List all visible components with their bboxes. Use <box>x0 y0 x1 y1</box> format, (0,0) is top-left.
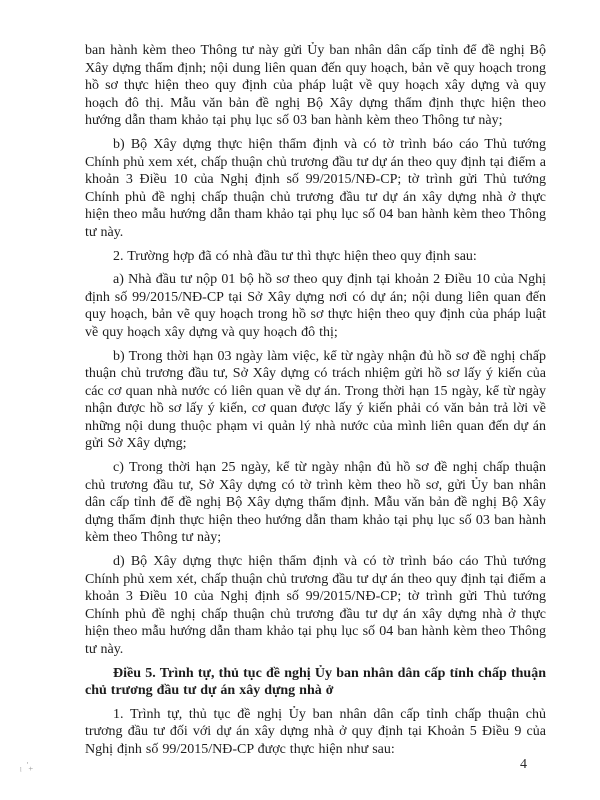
paragraph-point-c-clause2: c) Trong thời hạn 25 ngày, kể từ ngày nhận đủ hồ sơ đề nghị chấp thuận chủ trương đầu tư, Sở Xây dựng có tờ trình kèm theo hồ sơ, gửi Ủy ban nhân dân cấp tỉnh để đề nghị Bộ Xây dựng thẩm định. Mẫu văn bản đề nghị Bộ Xây dựng thẩm định thực hiện theo hướng dẫn tham khảo tại phụ lục số 03 ban hành kèm theo Thông tư này; <box>85 460 546 546</box>
pencil-mark-icon: ˡ ⁺ <box>20 766 36 777</box>
paragraph-dieu5-clause-1: 1. Trình tự, thủ tục đề nghị Ủy ban nhân dân cấp tỉnh chấp thuận chủ trương đầu tư đối với dự án xây dựng nhà ở quy định tại Khoản 5 Điều 9 của Nghị định số 99/2015/NĐ-CP được thực hiện như sau: <box>85 706 546 757</box>
paragraph-point-b-clause2: b) Trong thời hạn 03 ngày làm việc, kể từ ngày nhận đủ hồ sơ đề nghị chấp thuận chủ trương đầu tư, Sở Xây dựng có trách nhiệm gửi hồ sơ lấy ý kiến của các cơ quan nhà nước có liên quan về dự án. Trong thời hạn 15 ngày, kể từ ngày nhận được hồ sơ lấy ý kiến, cơ quan được lấy ý kiến phải có văn bản trả lời về những nội dung thuộc phạm vi quản lý nhà nước của mình liên quan đến dự án gửi Sở Xây dựng; <box>85 348 546 452</box>
paragraph-point-d-clause2: d) Bộ Xây dựng thực hiện thẩm định và có tờ trình báo cáo Thủ tướng Chính phủ xem xét, chấp thuận chủ trương đầu tư dự án theo quy định tại điểm a khoản 3 Điều 10 của Nghị định số 99/2015/NĐ-CP; tờ trình gửi Thủ tướng Chính phủ đề nghị chấp thuận chủ trương đầu tư dự án xây dựng nhà ở thực hiện theo mẫu hướng dẫn tham khảo tại phụ lục số 04 ban hành kèm theo Thông tư này. <box>85 554 546 657</box>
pencil-mark-icon: · <box>26 758 30 768</box>
paragraph-continuation: ban hành kèm theo Thông tư này gửi Ủy ban nhân dân cấp tỉnh để đề nghị Bộ Xây dựng thẩm định; nội dung liên quan đến quy hoạch, bản vẽ quy hoạch trong hồ sơ thực hiện theo quy định của pháp luật về quy hoạch xây dựng và quy hoạch đô thị. Mẫu văn bản đề nghị Bộ Xây dựng thẩm định thực hiện theo hướng dẫn tham khảo tại phụ lục số 03 ban hành kèm theo Thông tư này; <box>85 43 546 129</box>
page-number: 4 <box>520 757 527 772</box>
paragraph-point-a-clause2: a) Nhà đầu tư nộp 01 bộ hồ sơ theo quy định tại khoản 2 Điều 10 của Nghị định số 99/2015/NĐ-CP tại Sở Xây dựng nơi có dự án; nội dung liên quan đến quy hoạch, bản vẽ quy hoạch trong hồ sơ thực hiện theo quy định của pháp luật về quy hoạch xây dựng và quy hoạch đô thị; <box>85 272 546 340</box>
document-body <box>85 42 546 765</box>
section-heading-dieu-5: Điều 5. Trình tự, thủ tục đề nghị Ủy ban nhân dân cấp tỉnh chấp thuận chủ trương đầu tư dự án xây dựng nhà ở <box>85 665 546 699</box>
paragraph-point-b-clause1: b) Bộ Xây dựng thực hiện thẩm định và có tờ trình báo cáo Thủ tướng Chính phủ xem xét, chấp thuận chủ trương đầu tư dự án theo quy định tại điểm a khoản 3 Điều 10 của Nghị định số 99/2015/NĐ-CP; tờ trình gửi Thủ tướng Chính phủ đề nghị chấp thuận chủ trương đầu tư dự án xây dựng nhà ở thực hiện theo mẫu hướng dẫn tham khảo tại phụ lục số 04 ban hành kèm theo Thông tư này. <box>85 136 546 240</box>
paragraph-clause-2-intro: 2. Trường hợp đã có nhà đầu tư thì thực hiện theo quy định sau: <box>113 248 477 264</box>
